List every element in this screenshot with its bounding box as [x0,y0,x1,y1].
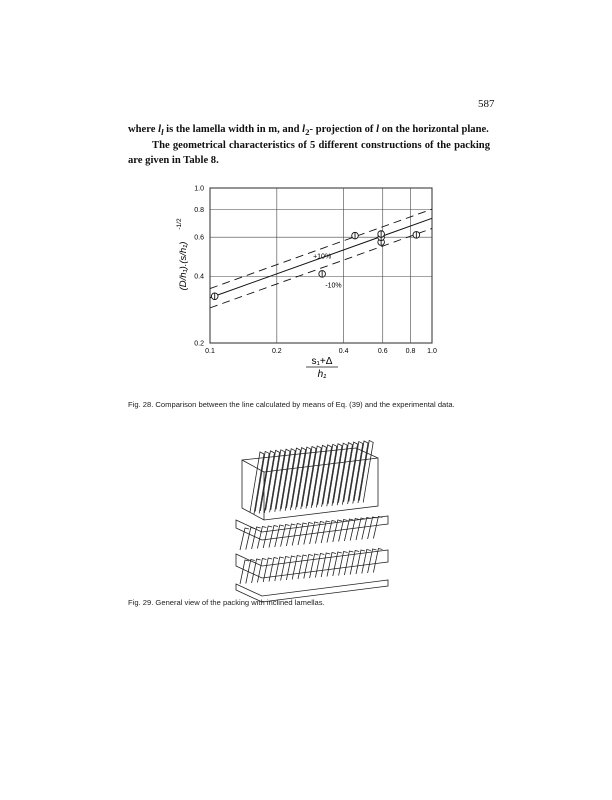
x-tick-label: 1.0 [427,348,437,355]
middle-lamella [240,528,249,550]
middle-lamella [275,525,284,547]
middle-lamella [362,518,371,540]
middle-lamella [373,517,382,539]
lower-lamella [263,558,272,582]
x-tick-label: 0.4 [338,348,349,355]
y-tick-label: 0.6 [194,234,204,242]
lower-lamella [269,558,278,582]
lower-lamella [310,554,319,578]
middle-lamella [344,519,353,541]
lamella [338,443,352,505]
middle-lamella [368,517,377,539]
lamella [349,442,363,504]
lamella [286,448,300,510]
upper-block-edge [242,460,264,472]
lower-lamella [321,553,330,577]
lamella [307,446,321,508]
lamella [302,447,316,509]
middle-lamella [281,525,290,547]
lamella [281,449,295,511]
y-tick-label: 1.0 [194,185,204,193]
lamella [344,442,358,504]
lower-lamella [333,552,342,576]
middle-lamella [350,519,359,541]
lamella [323,444,337,506]
fig28-caption: Fig. 28. Comparison between the line calculated by means of Eq. (39) and the experimental data. [128,400,455,409]
x-tick-label: 0.1 [205,348,215,355]
lower-plate [236,550,388,578]
lamella [297,447,311,509]
lower-lamella [315,554,324,578]
y-axis-label-exponent: -1/2 [176,218,183,230]
lamella [312,445,326,507]
lower-band-line [210,228,432,307]
lamella [255,451,269,513]
x-axis-label-denominator: h₁ [317,369,327,380]
paragraph-line-1: where $l_l$ is the lamella width in m, and $l_2-$ projection of l on the horizontal plane. [128,124,489,138]
lower-lamella [275,557,284,581]
lower-lamella [281,557,290,581]
middle-lamella [269,526,278,548]
page-number: 587 [478,98,495,110]
lamella [359,440,373,502]
lower-lamella [373,549,382,573]
y-tick-label: 0.8 [194,206,204,214]
lamella [328,444,342,506]
lamella [260,451,274,513]
middle-lamella [286,524,295,546]
band-label-minus: -10% [325,282,342,290]
middle-lamella [356,518,365,540]
lower-lamella [257,559,266,583]
lower-lamella [240,560,249,584]
lower-lamella [304,555,313,579]
middle-lamella [263,526,272,548]
lower-lamella [292,556,301,580]
lamella [333,443,347,505]
lamella [276,449,290,511]
x-axis-label-numerator: s₁+Δ [311,356,333,367]
middle-lamella [257,527,266,549]
fig29-caption: Fig. 29. General view of the packing with inclined lamellas. [128,598,325,607]
y-tick-label: 0.4 [194,273,204,281]
lower-lamella [286,556,295,580]
lamella [318,445,332,507]
plot-frame [210,188,432,343]
lamella [271,450,285,512]
y-axis-label [176,218,189,290]
lower-lamella [252,559,261,583]
middle-plate [236,516,388,540]
middle-lamella [246,528,255,550]
x-tick-label: 0.2 [271,348,282,355]
y-axis-label-main: (D/h₁).(s/h₁) [178,241,189,291]
lamella [266,450,280,512]
lamella [292,448,306,510]
band-label-plus: +10% [313,253,332,261]
paragraph-line-2: The geometrical characteristics of 5 different constructions of the packing are given in Table 8. [128,140,490,166]
lower-lamella [298,555,307,579]
lower-lamella [327,553,336,577]
x-tick-label: 0.8 [405,348,416,355]
fig29-packing-illustration [0,408,612,628]
y-tick-label: 0.2 [194,340,204,348]
lamella [250,452,264,514]
x-tick-label: 0.6 [377,348,388,355]
